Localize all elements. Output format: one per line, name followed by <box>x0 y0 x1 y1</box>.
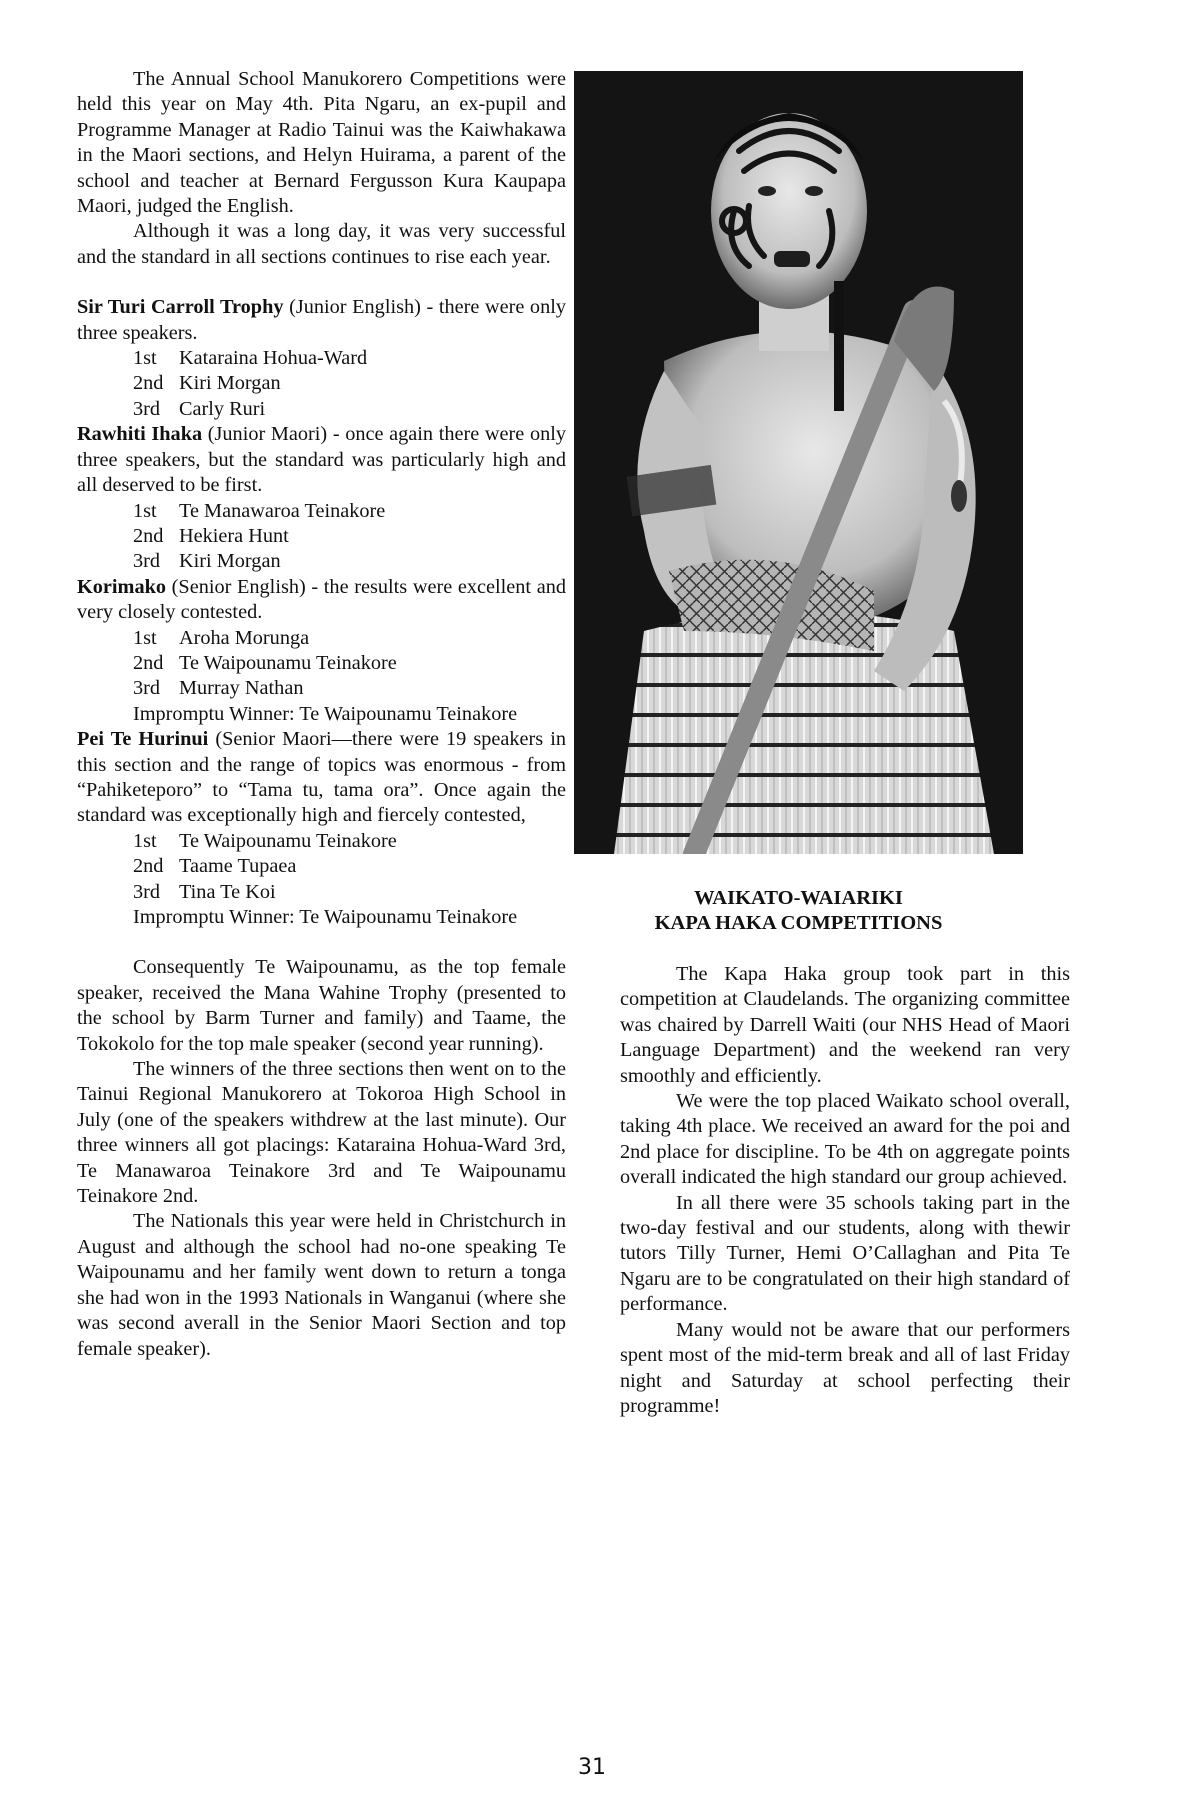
placing-row: 1st Te Waipounamu Teinakore <box>133 829 397 852</box>
section-rawhiti-ihaka <box>77 422 566 498</box>
impromptu-winner: Impromptu Winner: Te Waipounamu Teinakore <box>133 906 518 928</box>
placing-row: 3rd Kiri Morgan <box>133 550 281 573</box>
section-pei-te-hurinui <box>77 727 566 829</box>
kapa-haka-paragraph-1: The Kapa Haka group took part in this competition at Claudelands. The organizing committee was chaired by Darrell Waiti (our NHS Head of Maori Language Department) and the weekend ran very smoothly and efficiently. <box>620 963 1070 1087</box>
placing-row: 3rd Murray Nathan <box>133 677 304 700</box>
outro-paragraph-2: The winners of the three sections then went on to the Tainui Regional Manukorero at Tokoroa High School in July (one of the speakers withdrew at the last minute). Our three winners all got placings: Kataraina Hohua-Ward 3rd, Te Manawaroa Teinakore 3rd and Te Waipounamu Teinakore 2nd. <box>77 1058 566 1208</box>
placing-row: 2nd Hekiera Hunt <box>133 524 289 547</box>
section-desc: (Junior English) - there were only three speakers. <box>77 296 566 344</box>
placing-row: 3rd Tina Te Koi <box>133 880 276 903</box>
placing-row: 1st Te Manawaroa Teinakore <box>133 499 386 522</box>
section-title: Sir Turi Carroll Trophy <box>77 296 284 319</box>
heading-line-2: KAPA HAKA COMPETITIONS <box>654 912 943 934</box>
kapa-haka-paragraph-4: Many would not be aware that our performers spent most of the mid-term break and all of last Friday night and Saturday at school perfecting their programme! <box>620 1318 1070 1417</box>
section-title: Pei Te Hurinui <box>77 728 209 751</box>
kapa-haka-paragraph-3: In all there were 35 schools taking part in the two-day festival and our students, along with thewir tutors Tilly Turner, Hemi O’Callaghan and Pita Te Ngaru are to be congratulated on their high standard of performance. <box>620 1191 1070 1316</box>
outro-paragraph-1: Consequently Te Waipounamu, as the top female speaker, received the Mana Wahine Trophy (presented to the school by Barm Turner and family) and Taame, the Tokokolo for the top male speaker (second year running). <box>77 956 566 1055</box>
heading-line-1: WAIKATO-WAIARIKI <box>694 887 903 909</box>
kapa-haka-heading <box>574 886 1023 936</box>
section-sir-turi-carroll <box>77 295 566 346</box>
section-desc: (Senior English) - the results were excellent and very closely contested. <box>77 575 566 624</box>
placing-row: 1st Kataraina Hohua-Ward <box>133 347 368 370</box>
page-number: 31 <box>578 1755 606 1780</box>
section-korimako <box>77 575 566 626</box>
impromptu-winner: Impromptu Winner: Te Waipounamu Teinakore <box>133 702 518 725</box>
section-desc: (Junior Maori) - once again there were only three speakers, but the standard was particularly high and all deserved to be first. <box>77 423 566 497</box>
placing-row: 2nd Taame Tupaea <box>133 855 297 878</box>
placing-row: 1st Aroha Morunga <box>133 626 310 649</box>
placing-row: 3rd Carly Ruri <box>133 397 266 420</box>
right-column <box>620 962 1070 1419</box>
section-title: Rawhiti Ihaka <box>77 423 203 446</box>
kapa-haka-performer-photo <box>574 71 1023 854</box>
placing-row: 2nd Te Waipounamu Teinakore <box>133 651 397 674</box>
intro-paragraph-2: Although it was a long day, it was very successful and the standard in all sections continues to rise each year. <box>77 220 566 268</box>
left-column <box>77 67 566 1362</box>
outro-paragraph-3: The Nationals this year were held in Christchurch in August and although the school had no-one speaking Te Waipounamu and her family went down to return a tonga she had won in the 1993 Nationals in Wanganui (where she was second averall in the Senior Maori Section and top female speaker). <box>77 1210 566 1360</box>
intro-paragraph-1: The Annual School Manukorero Competitions were held this year on May 4th. Pita Ngaru, an ex-pupil and Programme Manager at Radio Tainui was the Kaiwhakawa in the Maori sections, and Helyn Huirama, a parent of the school and teacher at Bernard Fergusson Kura Kaupapa Maori, judged the English. <box>77 68 566 218</box>
placing-row: 2nd Kiri Morgan <box>133 372 281 395</box>
section-title: Korimako <box>77 575 167 598</box>
section-desc: (Senior Maori—there were 19 speakers in this section and the range of topics was enormous - from “Pahiketeporo” to “Tama tu, tama ora”. Once again the standard was exceptionally high and fiercely contested, <box>77 728 566 827</box>
photo-illustration <box>574 71 1023 854</box>
kapa-haka-paragraph-2: We were the top placed Waikato school overall, taking 4th place. We received an award for the poi and 2nd place for discipline. To be 4th on aggregate points overall indicated the high standard our group achieved. <box>620 1090 1070 1189</box>
